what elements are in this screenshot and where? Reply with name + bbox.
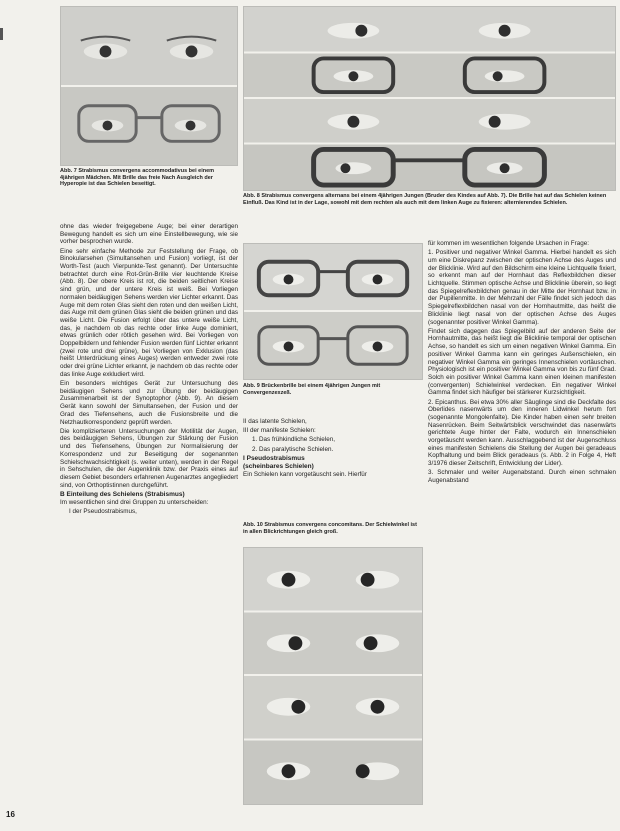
middle-sublist-item-2: 2. Das paralytische Schielen. xyxy=(252,445,334,453)
left-paragraph-1: ohne das wieder freigegebene Auge; bei einer derartigen Bewegung handelt es sich um eine Einstellbewegung, wie sie vorher besprochen wurde. xyxy=(60,223,238,246)
right-column-text xyxy=(428,240,616,486)
figure-9-photo xyxy=(243,243,423,380)
middle-list-item-3: III der manifeste Schielen: xyxy=(243,427,316,435)
pseudostrabismus-subheading: (scheinbares Schielen) xyxy=(243,463,314,471)
right-item-1-continued: Findet sich dagegen das Spiegelbild auf der anderen Seite der Hornhautmitte, das heißt liegt die Blicklinie temporal der optischen Achse, so handelt es sich um einen negativen Winkel Gamma. Ein positiver Winkel Gamma kann ein geringes Außenschielen, ein negativer Winkel Gamma ein geringes Innenschielen vortäuschen. Physiologisch ist ein positiver Winkel Gamma von bis zu fünf Grad. Solch ein positiver Winkel Gamma kann einen kleinen manifesten (convergenten) Schielwinkel verdecken. Ein negativer Winkel Gamma findet sich häufiger bei stärkerer Kurzsichtigkeit. xyxy=(428,327,616,397)
figure-8-photo xyxy=(243,6,616,191)
figure-7-image xyxy=(61,7,237,165)
figure-7-caption: Abb. 7 Strabismus convergens accommodativus bei einem 4jährigen Mädchen. Mit Brille das freie Nach Ausgleich der Hyperopie ist das Schielen beseitigt. xyxy=(60,168,215,187)
figure-10-photo xyxy=(243,547,423,805)
figure-8-caption: Abb. 8 Strabismus convergens alternans bei einem 4jährigen Jungen (Bruder des Kindes auf Abb. 7). Die Brille hat auf das Schielen keinen Einfluß. Das Kind ist in der Lage, sowohl mit dem rechten als auch mit dem linken Auge zu fixieren: alternierendes Schielen. xyxy=(243,193,607,206)
right-intro: für kommen im wesentlichen folgende Ursachen in Frage: xyxy=(428,240,589,247)
right-item-1: 1. Positiver und negativer Winkel Gamma. Hierbei handelt es sich um eine Diskrepanz zwischen der optischen Achse des Auges und der Blicklinie. Wird auf den Bildschirm eine kleine Lichtquelle fixiert, so erkennt man auf der Hornhaut das Reflexbildchen dieser Lichtquelle. Stimmen optische Achse und Blicklinie überein, so liegt das Spiegelreflexbildchen genau in der Mitte der Hornhaut bzw. in der Pupillenmitte. In der Mehrzahl der Fälle findet sich jedoch das Spiegelreflexbildchen nasal von der Hornhautmitte, das heißt die Blicklinie liegt nasal von der optischen Achse des Auges (sogenannter positiver Winkel Gamma). xyxy=(428,249,616,326)
page-edge-mark xyxy=(0,28,3,40)
figure-9-image xyxy=(244,244,422,379)
middle-list-item-2: II das latente Schielen, xyxy=(243,418,307,425)
section-b-intro: Im wesentlichen sind drei Gruppen zu unterscheiden: xyxy=(60,499,209,507)
middle-sublist-item-1: 1. Das frühkindliche Schielen, xyxy=(252,436,335,444)
left-column-text xyxy=(60,223,238,518)
figure-10-caption: Abb. 10 Strabismus convergens concomitans. Der Schielwinkel ist in allen Blickrichtungen gleich groß. xyxy=(243,522,417,535)
left-paragraph-3: Ein besonders wichtiges Gerät zur Untersuchung des beidäugigen Sehens und zur Übung der beidäugigen Zusammenarbeit ist der Synoptophor (Abb. 9). An diesem Gerät kann sowohl der Simultansehen, der Fusion und der Grad des Tiefensehens, auch die Fusionsbreite und die Netzhautkorrespondenz geprüft werden. xyxy=(60,380,238,426)
right-item-3: 3. Schmaler und weiter Augenabstand. Durch einen schmalen Augenabstand xyxy=(428,469,616,485)
left-paragraph-2: Eine sehr einfache Methode zur Feststellung der Frage, ob Binokularsehen (Simultansehen und Fusion) vorliegt, ist der Worth-Test (auch Vierpunkte-Test genannt). Der Untersuchte betrachtet durch eine Rot-Grün-Brille vier leuchtende Kreise (Abb. 8). Der obere Kreis ist rot, die beiden seitlichen Kreise sind grün, und der untere Kreis ist weiß. Bei Vorliegen normalen beidäugigen Sehens werden vier Lichter erkannt. Das Auge mit dem roten Glas sieht den roten und den weißen Licht, das Auge mit dem grünen Glas sieht die beiden grünen und das weiße Licht. Die Fusion erfolgt über das untere weiße Licht, das, je nachdem ob das rechte oder linke Auge dominiert, etwas grünlich oder rötlich gesehen wird. Bei Vorliegen von Doppelbildern und fehlender Fusion werden fünf Lichter erkannt (zwei rote und drei grüne), bei Vorliegen von Exklusion (das heißt Unterdrückung eines Auges) werden entweder zwei rote oder drei grüne Lichter erkannt, je nachdem ob das rechte oder das linke Auge exkludiert wird. xyxy=(60,247,238,378)
left-list-item-1: I der Pseudostrabismus, xyxy=(69,508,137,516)
section-b-heading: B Einteilung des Schielens (Strabismus) xyxy=(60,491,185,499)
middle-column-text xyxy=(243,418,423,480)
figure-8-image xyxy=(244,7,615,190)
figure-7-photo xyxy=(60,6,238,166)
figure-10-image xyxy=(244,548,422,804)
figure-9-caption: Abb. 9 Brückenbrille bei einem 4jährigen Jungen mit Convergenzexzeß. xyxy=(243,383,381,396)
pseudostrabismus-heading: I Pseudostrabismus xyxy=(243,455,305,463)
page-number: 16 xyxy=(6,810,15,819)
pseudostrabismus-text: Ein Schielen kann vorgetäuscht sein. Hierfür xyxy=(243,470,367,478)
left-paragraph-4: Die komplizierteren Untersuchungen der Motilität der Augen, des beidäugigen Sehens, Übungen zur Stärkung der Fusion und des Tiefensehens, Übungen zur Normalisierung der Korrespondenz und zur Beseitigung der sogenannten Schielschwachsichtigkeit (s. weiter unten), werden in der Regel in Sehschulen, die der Augenklinik bzw. der Praxis eines auf diesem Gebiet besonders erfahrenen Augenarztes angegliedert sind, von Orthoptistinnen durchgeführt. xyxy=(60,427,238,489)
right-item-2: 2. Epicanthus. Bei etwa 30% aller Säuglinge sind die Deckfalte des Oberlides nasenwärts um den inneren Lidwinkel herum fort (sogenannte Mongolenfalte). Die Kinder haben einen sehr breiten Nasenrücken. Beim Seitwärtsblick verschwindet das nasenwärts gerichtete Auge hinter der Falte, wodurch ein Innenschielen vorgetäuscht werden kann. Ausschlaggebend ist der Augenschluss eines manifesten Schielens die Stellung der Augen bei geradeaus Kopfhaltung und beim Blick geradeaus (s. Abb. 2 in Folge 4, Heft 3/1976 dieser Zeitschrift, Entwicklung der Lider). xyxy=(428,398,616,468)
